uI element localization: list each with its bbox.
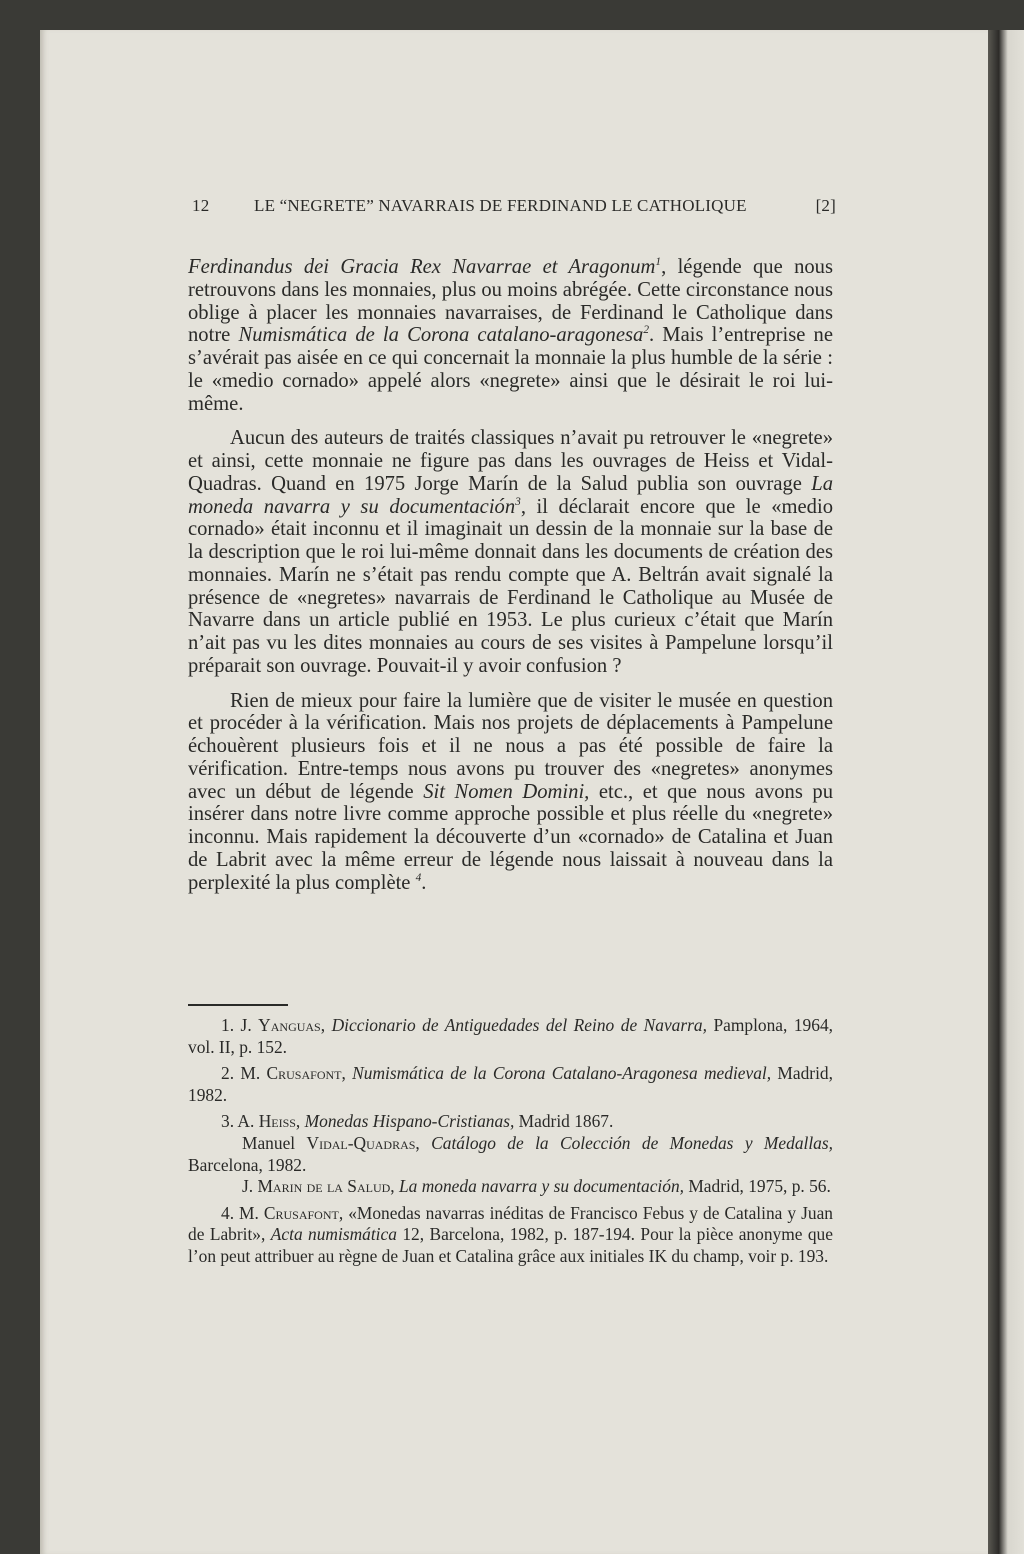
italic-text: Ferdinandus dei Gracia Rex Navarrae et Aragonum — [188, 256, 656, 278]
italic-text: Acta numismática — [270, 1224, 397, 1245]
text-run: . Mais l’entreprise ne s’avérait pas aisée en ce qui concernait la monnaie la plus humble de la série : le «medio cornado» appelé alors «negrete» ainsi que le désirait le roi lui-même. — [188, 324, 833, 415]
text-run: «Monedas navarras inéditas de Francisco Febus y de Catalina y Juan de Labrit», — [188, 1202, 833, 1245]
text-run: J. — [242, 1176, 258, 1197]
footnotes — [188, 1015, 833, 1273]
paragraph — [188, 690, 833, 895]
text-run: , légende que nous retrouvons dans les monnaies, plus ou moins abrégée. Cette circonstance nous oblige à placer les monnaies navarraises, de Ferdinand le Catholique dans notre — [188, 256, 833, 347]
text-run: Rien de mieux pour faire la lumière que de visiter le musée en question et procéder à la vérification. Mais nos projets de déplacements à Pampelune échouèrent plusieurs fois et il ne nous a pas été possible de faire la vérification. Entre-temps nous avons pu trouver des «negretes» anonymes avec un début de légende — [188, 689, 833, 803]
text-run: Madrid, 1982. — [188, 1063, 833, 1105]
author-name: Crusafont, — [263, 1202, 344, 1223]
text-run: 12, Barcelona, 1982, p. 187-194. Pour la pièce anonyme que l’on peut attribuer au règne de Juan et Catalina grâce aux initiales IK du champ, voir p. 193. — [188, 1224, 833, 1266]
text-run: Pamplona, 1964, vol. II, p. 152. — [188, 1015, 833, 1057]
footnote — [188, 1063, 833, 1106]
italic-text: La moneda navarra y su documentación — [188, 472, 833, 518]
bracket-page-number: [2] — [815, 196, 836, 215]
text-run: Madrid, 1975, p. 56. — [684, 1176, 831, 1197]
author-name: Heiss, — [258, 1111, 301, 1132]
text-run: , il déclarait encore que le «medio cornado» était inconnu et il imaginait un dessin de la monnaie sur la base de la description que le roi lui-même donnait dans les documents de création des monnaies. Marín ne s’était pas rendu compte que A. Beltrán avait signalé la présence de «negretes» navarrais de Ferdinand le Catholique au Musée de Navarre dans un article publié en 1953. Le plus curieux c’était que Marín n’ait pas vu les dites monnaies au cours de ses visites à Pampelune lorsqu’il préparait son ouvrage. Pouvait-il y avoir confusion ? — [188, 495, 833, 677]
italic-text: Numismática de la Corona catalano-aragonesa — [238, 324, 644, 347]
author-name: Crusafont, — [266, 1063, 346, 1084]
text-run: etc., et que nous avons pu insérer dans notre livre comme approche possible et plus réelle du «negrete» inconnu. Mais rapidement la découverte d’un «cornado» de Catalina et Juan de Labrit avec la même erreur de légende nous laissait à nouveau dans la perplexité la plus complète — [188, 780, 833, 894]
text-run: . — [421, 871, 427, 894]
italic-text: Catálogo de la Colección de Monedas y Medallas, — [431, 1132, 833, 1153]
author-name: Marin de la Salud, — [257, 1176, 395, 1197]
text-run: 2. M. — [221, 1063, 267, 1084]
text-run: 4. M. — [221, 1202, 264, 1223]
text-run — [420, 1133, 431, 1153]
footnote-ref: 2 — [643, 324, 649, 337]
text-run: Aucun des auteurs de traités classiques n’avait pu retrouver le «negrete» et ainsi, cette monnaie ne figure pas dans les ouvrages de Heiss et Vidal-Quadras. Quand en 1975 Jorge Marín de la Salud publia son ouvrage — [188, 427, 833, 495]
text-run: Barcelona, 1982. — [188, 1154, 307, 1175]
footnote — [188, 1176, 833, 1198]
paragraph — [188, 256, 833, 415]
text-run: 1. J. — [221, 1015, 259, 1035]
italic-text: Sit Nomen Domini, — [423, 780, 590, 803]
text-run: Manuel — [242, 1132, 307, 1153]
footnote-ref: 4 — [415, 871, 422, 884]
body-text — [188, 256, 833, 906]
text-run: 3. A. — [221, 1111, 259, 1132]
footnote — [188, 1133, 833, 1176]
text-run: Madrid 1867. — [514, 1111, 614, 1132]
italic-text: Diccionario de Antiguedades del Reino de Navarra, — [331, 1015, 707, 1035]
running-title: LE “NEGRETE” NAVARRAIS DE FERDINAND LE CATHOLIQUE — [254, 196, 747, 215]
footnote-rule — [188, 1004, 288, 1006]
paragraph — [188, 427, 833, 677]
italic-text: Monedas Hispano-Cristianas, — [304, 1111, 515, 1132]
footnote — [188, 1203, 833, 1268]
author-name: Yanguas, — [258, 1015, 326, 1035]
footnote-ref: 1 — [655, 256, 662, 269]
footnote-ref: 3 — [515, 495, 521, 508]
footnote — [188, 1111, 833, 1133]
italic-text: La moneda navarra y su documentación, — [399, 1176, 684, 1197]
italic-text: Numismática de la Corona Catalano-Aragonesa medieval, — [352, 1063, 772, 1084]
facing-page-edge — [988, 30, 1024, 1554]
running-header — [192, 196, 836, 216]
footnote — [188, 1015, 833, 1058]
author-name: Vidal-Quadras, — [306, 1132, 420, 1153]
page-number: 12 — [192, 196, 210, 215]
